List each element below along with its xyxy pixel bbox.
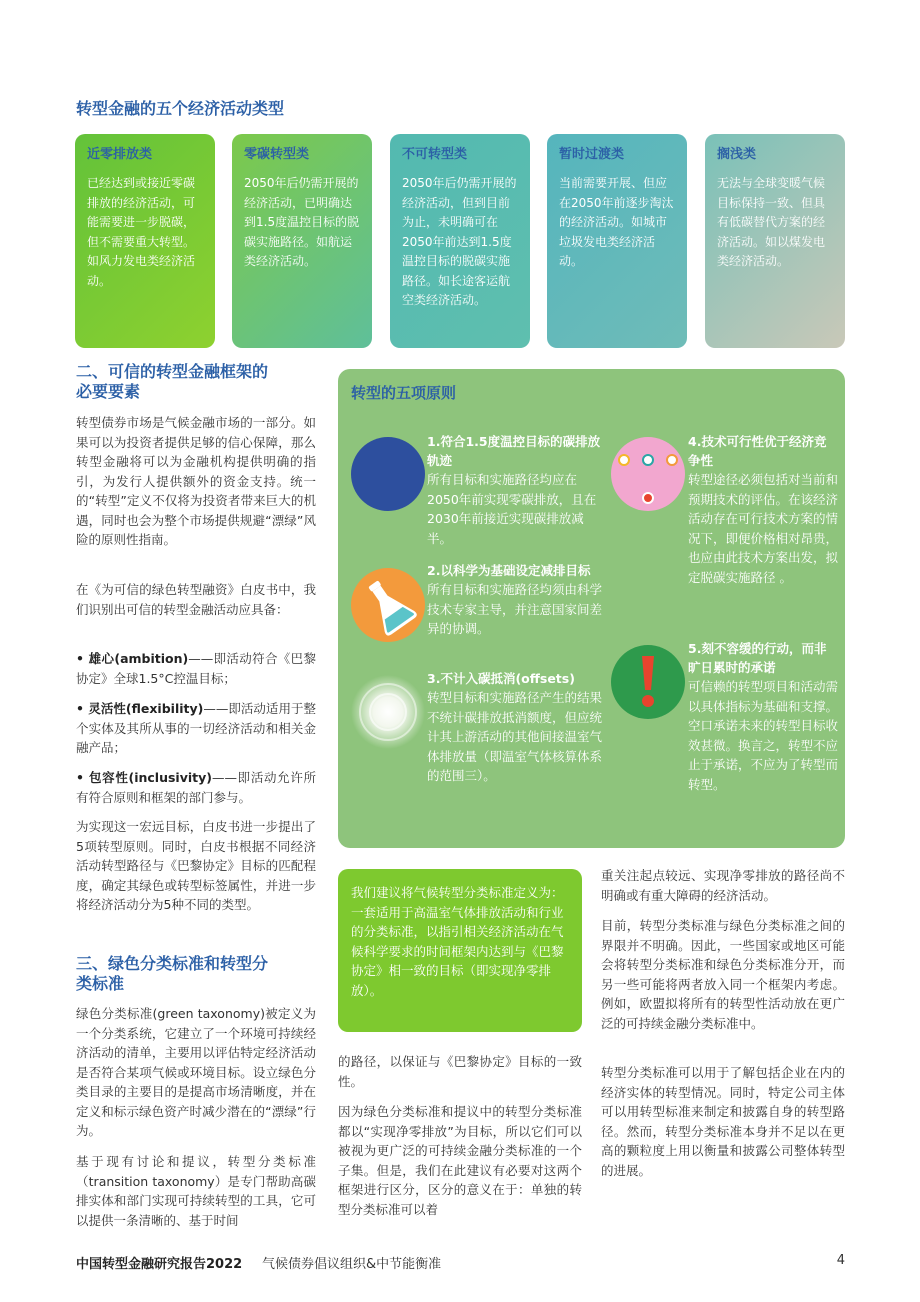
right-paragraph-3: 转型分类标准可以用于了解包括企业在内的经济实体的转型情况。同时，特定公司主体可以用转型标准来制定和披露自身的转型路径。然而，转型分类标准本身并不足以在更高的颗粒度上用以衡量和披露公司整体转型的进展。 (601, 1065, 845, 1178)
bullet-term: • 灵活性(flexibility) (76, 701, 204, 716)
footer-organization: 气候债券倡议组织&中节能衡准 (262, 1257, 442, 1272)
principle-title: 4.技术可行性优于经济竞争性 (688, 434, 827, 468)
footer-report-title: 中国转型金融研究报告2022 (76, 1257, 243, 1272)
card-title: 不可转型类 (402, 147, 468, 162)
card-near-zero (75, 134, 215, 348)
principle-title: 3.不计入碳抵消(offsets) (427, 671, 575, 686)
radial-rings-icon (350, 674, 426, 750)
bullet-term: • 雄心(ambition) (76, 651, 189, 666)
card-title: 近零排放类 (87, 147, 153, 162)
mid-paragraph-1: 的路径，以保证与《巴黎协定》目标的一致性。 (338, 1054, 582, 1089)
heading-line: 二、可信的转型金融框架的 (76, 362, 269, 381)
bullet-text: ——即活动适用于整个实体及其所从事的一切经济活动和相关金融产品； (76, 701, 316, 755)
heading-line: 三、绿色分类标准和转型分 (76, 954, 269, 973)
section-title: 转型金融的五个经济活动类型 (76, 99, 285, 118)
card-title: 暂时过渡类 (559, 147, 625, 162)
section2-paragraph-1: 转型债券市场是气候金融市场的一部分。如果可以为投资者提供足够的信心保障，那么转型金融将可以为金融机构提供明确的指引，为发行人提供额外的资金支持。统一的“转型”定义不仅将为投资者带来巨大的机遇，同时也会为整个市场提供规避“漂绿”风险的原则性指南。 (76, 415, 316, 547)
principle-body: 所有目标和实施路径均应在2050年前实现零碳排放，且在2030年前接近实现碳排放减半。 (427, 472, 597, 546)
five-principles-panel (338, 369, 845, 848)
target-circle-icon (350, 436, 426, 512)
principle-title: 1.符合1.5度温控目标的碳排放轨迹 (427, 434, 601, 468)
dots-circle-icon (610, 436, 686, 512)
exclamation-icon (610, 644, 686, 720)
card-body: 无法与全球变暖气候目标保持一致、但具有低碳替代方案的经济活动。如以煤发电类经济活动。 (717, 176, 826, 268)
principle-4 (688, 432, 838, 587)
section3-heading (76, 954, 316, 994)
card-interim-transition (547, 134, 687, 348)
bullet-text: ——即活动符合《巴黎协定》全球1.5°C控温目标； (76, 651, 316, 686)
principle-3 (427, 669, 602, 786)
principle-1 (427, 432, 602, 548)
principle-5 (688, 639, 838, 794)
activity-type-cards (75, 134, 845, 348)
principle-title: 5.刻不容缓的行动，而非旷日累时的承诺 (688, 641, 827, 675)
section2-heading (76, 362, 316, 402)
definition-callout: 我们建议将气候转型分类标准定义为：一套适用于高温室气体排放活动和行业的分类标准，以指引相关经济活动在气候科学要求的时间框架内达到与《巴黎协定》相一致的目标（即实现净零排放）。 (338, 869, 582, 1032)
page-number: 4 (836, 1253, 845, 1268)
card-zero-carbon-transition (232, 134, 372, 348)
principle-body: 转型途径必须包括对当前和预期技术的评估。在该经济活动存在可行技术方案的情况下，即便价格相对昂贵，也应由此技术方案出发，拟定脱碳实施路径 。 (688, 472, 839, 585)
bullet-term: • 包容性(inclusivity) (76, 770, 212, 785)
principles-title: 转型的五项原则 (351, 384, 457, 402)
right-paragraph-2: 目前，转型分类标准与绿色分类标准之间的界限并不明确。因此，一些国家或地区可能会将转型分类标准和绿色分类标准分开，而另一些可能将两者放入同一个框架内考虑。例如，欧盟拟将所有的转型性活动放在更广泛的可持续金融分类标准中。 (601, 918, 845, 1031)
bullet-ambition (76, 649, 316, 688)
section2-paragraph-2: 在《为可信的绿色转型融资》白皮书中，我们识别出可信的转型金融活动应具备： (76, 582, 316, 617)
flask-icon (350, 567, 426, 643)
section3-paragraph-1: 绿色分类标准(green taxonomy)被定义为一个分类系统，它建立了一个环境可持续经济活动的清单，主要用以评估特定经济活动是否符合某项气候或环境目标。设立绿色分类目录的主要目的是提高市场清晰度，并在定义和标示绿色资产时减少潜在的“漂绿”行为。 (76, 1006, 316, 1138)
principle-body: 转型目标和实施路径产生的结果不统计碳排放抵消额度，但应统计其上游活动的其他间接温室气体排放量（即温室气体核算体系的范围三）。 (427, 690, 603, 783)
card-body: 已经达到或接近零碳排放的经济活动，可能需要进一步脱碳，但不需要重大转型。如风力发电类经济活动。 (87, 176, 196, 288)
card-title: 搁浅类 (717, 147, 757, 162)
card-stranded (705, 134, 845, 348)
mid-paragraph-2: 因为绿色分类标准和提议中的转型分类标准都以“实现净零排放”为目标，所以它们可以被视为更广泛的可持续金融分类标准的一个子集。但是，我们在此建议有必要对这两个框架进行区分，区分的意义在于：单独的转型分类标准可以着 (338, 1104, 582, 1217)
card-title: 零碳转型类 (244, 147, 310, 162)
card-body: 当前需要开展、但应在2050年前逐步淘汰的经济活动。如城市垃圾发电类经济活动。 (559, 176, 674, 268)
bullet-inclusivity (76, 768, 316, 807)
bullet-flexibility (76, 699, 316, 758)
bullet-text: ——即活动允许所有符合原则和框架的部门参与。 (76, 770, 316, 805)
principle-body: 可信赖的转型项目和活动需以具体指标为基础和支撑。空口承诺未来的转型目标收效甚微。换言之，转型不应止于承诺，不应为了转型而转型。 (688, 679, 839, 792)
heading-line: 类标准 (76, 974, 125, 993)
section3-paragraph-2: 基于现有讨论和提议，转型分类标准（transition taxonomy）是专门帮助高碳排实体和部门实现可持续转型的工具，它可以提供一条清晰的、基于时间 (76, 1154, 316, 1228)
heading-line: 必要要素 (76, 382, 141, 401)
principle-body: 所有目标和实施路径均须由科学技术专家主导，并注意国家间差异的协调。 (427, 582, 603, 636)
card-non-transitionable (390, 134, 530, 348)
section2-paragraph-3: 为实现这一宏远目标，白皮书进一步提出了5项转型原则。同时，白皮书根据不同经济活动转型路径与《巴黎协定》目标的匹配程度，确定其绿色或转型标签属性，并进一步将经济活动分为5种不同的类型。 (76, 819, 316, 912)
right-paragraph-1: 重关注起点较远、实现净零排放的路径尚不明确或有重大障碍的经济活动。 (601, 868, 845, 903)
principle-2 (427, 561, 602, 639)
card-body: 2050年后仍需开展的经济活动，但到目前为止，未明确可在2050年前达到1.5度温控目标的脱碳实施路径。如长途客运航空类经济活动。 (402, 176, 517, 307)
principle-title: 2.以科学为基础设定减排目标 (427, 563, 591, 578)
card-body: 2050年后仍需开展的经济活动，已明确达到1.5度温控目标的脱碳实施路径。如航运类经济活动。 (244, 176, 360, 268)
